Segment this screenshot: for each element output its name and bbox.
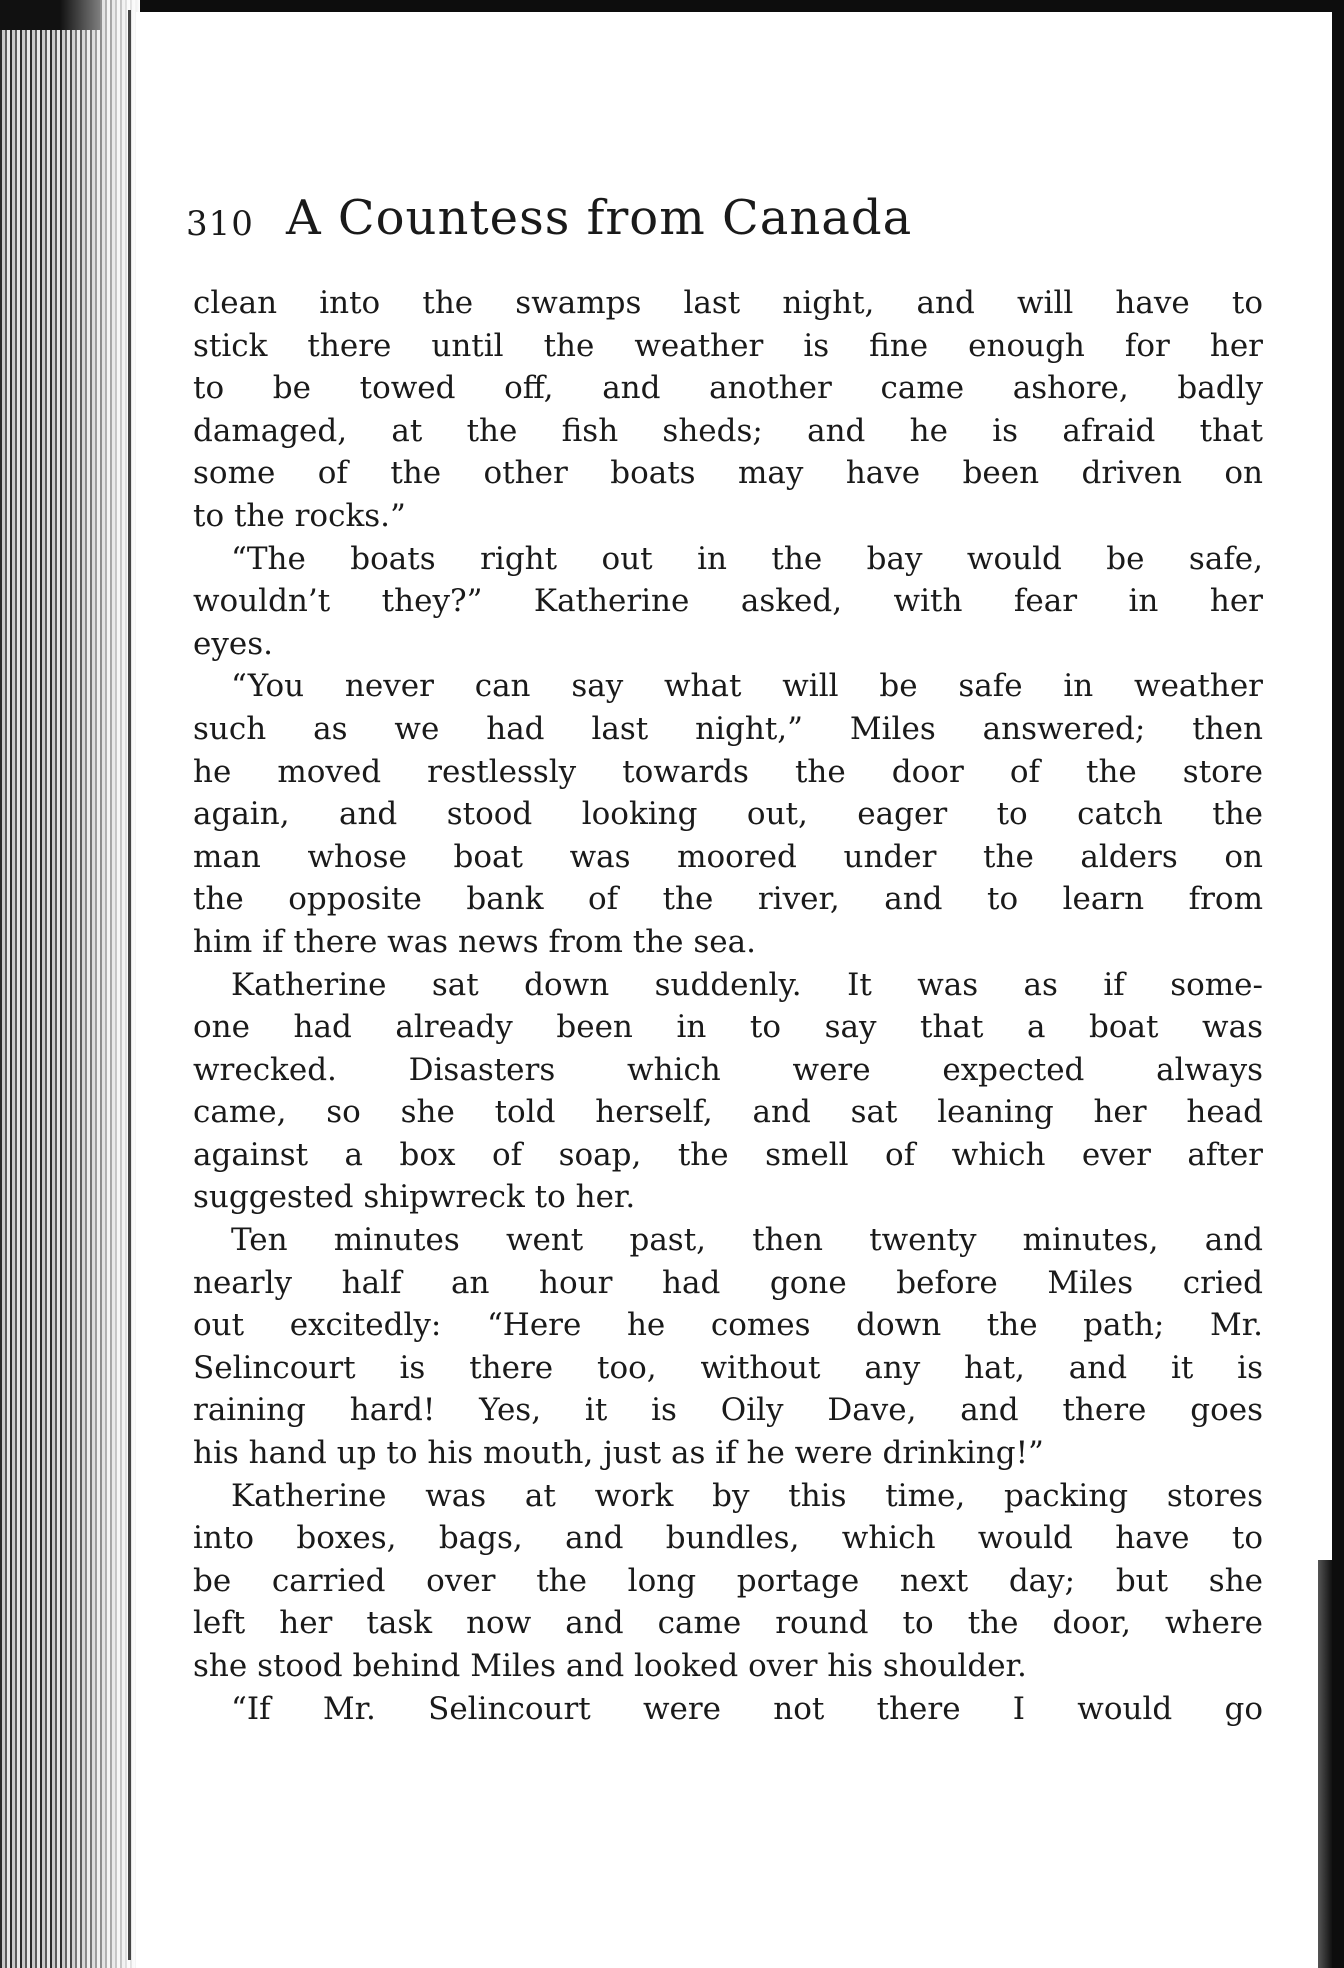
text-line: Selincourt is there too, without any hat, and it is bbox=[193, 1349, 1263, 1386]
text-line: Katherine was at work by this time, packing stores bbox=[231, 1477, 1263, 1514]
text-line: clean into the swamps last night, and will have to bbox=[193, 285, 1263, 321]
text-line: again, and stood looking out, eager to catch the bbox=[193, 796, 1263, 833]
text-line: eyes. bbox=[193, 625, 273, 662]
text-line: suggested shipwreck to her. bbox=[193, 1179, 636, 1216]
text-line: be carried over the long portage next day; but she bbox=[193, 1562, 1263, 1599]
page-number: 310 bbox=[186, 204, 254, 244]
text-line: the opposite bank of the river, and to learn from bbox=[193, 881, 1263, 918]
text-line: “You never can say what will be safe in weather bbox=[231, 668, 1263, 705]
text-line: “If Mr. Selincourt were not there I would go bbox=[231, 1690, 1263, 1727]
text-line: stick there until the weather is fine enough for her bbox=[193, 327, 1263, 364]
scan-border-top bbox=[0, 0, 1344, 12]
text-line: “The boats right out in the bay would be safe, bbox=[231, 540, 1263, 577]
text-line: raining hard! Yes, it is Oily Dave, and there goes bbox=[193, 1392, 1263, 1429]
text-line: Ten minutes went past, then twenty minutes, and bbox=[231, 1222, 1263, 1259]
book-title: A Countess from Canada bbox=[286, 190, 913, 246]
text-line: left her task now and came round to the door, where bbox=[193, 1605, 1263, 1642]
body-text bbox=[193, 282, 1263, 1730]
text-line: such as we had last night,” Miles answered; then bbox=[193, 710, 1263, 747]
text-line: came, so she told herself, and sat leaning her head bbox=[193, 1094, 1263, 1131]
text-line: some of the other boats may have been driven on bbox=[193, 455, 1263, 492]
text-line: him if there was news from the sea. bbox=[193, 923, 756, 960]
text-line: man whose boat was moored under the alders on bbox=[193, 838, 1263, 875]
text-line: he moved restlessly towards the door of the store bbox=[193, 753, 1263, 790]
text-line: wrecked. Disasters which were expected always bbox=[193, 1051, 1263, 1088]
scan-border-right bbox=[1332, 0, 1344, 1968]
text-line: out excitedly: “Here he comes down the path; Mr. bbox=[193, 1307, 1263, 1344]
text-line: Katherine sat down suddenly. It was as if some- bbox=[231, 966, 1263, 1003]
gutter-line bbox=[128, 10, 131, 1960]
text-line: one had already been in to say that a boat was bbox=[193, 1009, 1263, 1046]
text-line: to be towed off, and another came ashore, badly bbox=[193, 370, 1263, 407]
text-line: to the rocks.” bbox=[193, 497, 406, 534]
text-line: nearly half an hour had gone before Miles cried bbox=[193, 1264, 1263, 1301]
text-line: wouldn’t they?” Katherine asked, with fear in her bbox=[193, 583, 1263, 620]
running-head bbox=[186, 190, 1086, 260]
text-line: into boxes, bags, and bundles, which would have to bbox=[193, 1520, 1263, 1557]
text-line: damaged, at the fish sheds; and he is afraid that bbox=[193, 412, 1263, 449]
scan-shadow-bottom-right bbox=[1318, 1560, 1332, 1968]
text-line: she stood behind Miles and looked over his shoulder. bbox=[193, 1648, 1027, 1684]
text-line: his hand up to his mouth, just as if he were drinking!” bbox=[193, 1435, 1044, 1472]
text-line: against a box of soap, the smell of which ever after bbox=[193, 1136, 1263, 1173]
